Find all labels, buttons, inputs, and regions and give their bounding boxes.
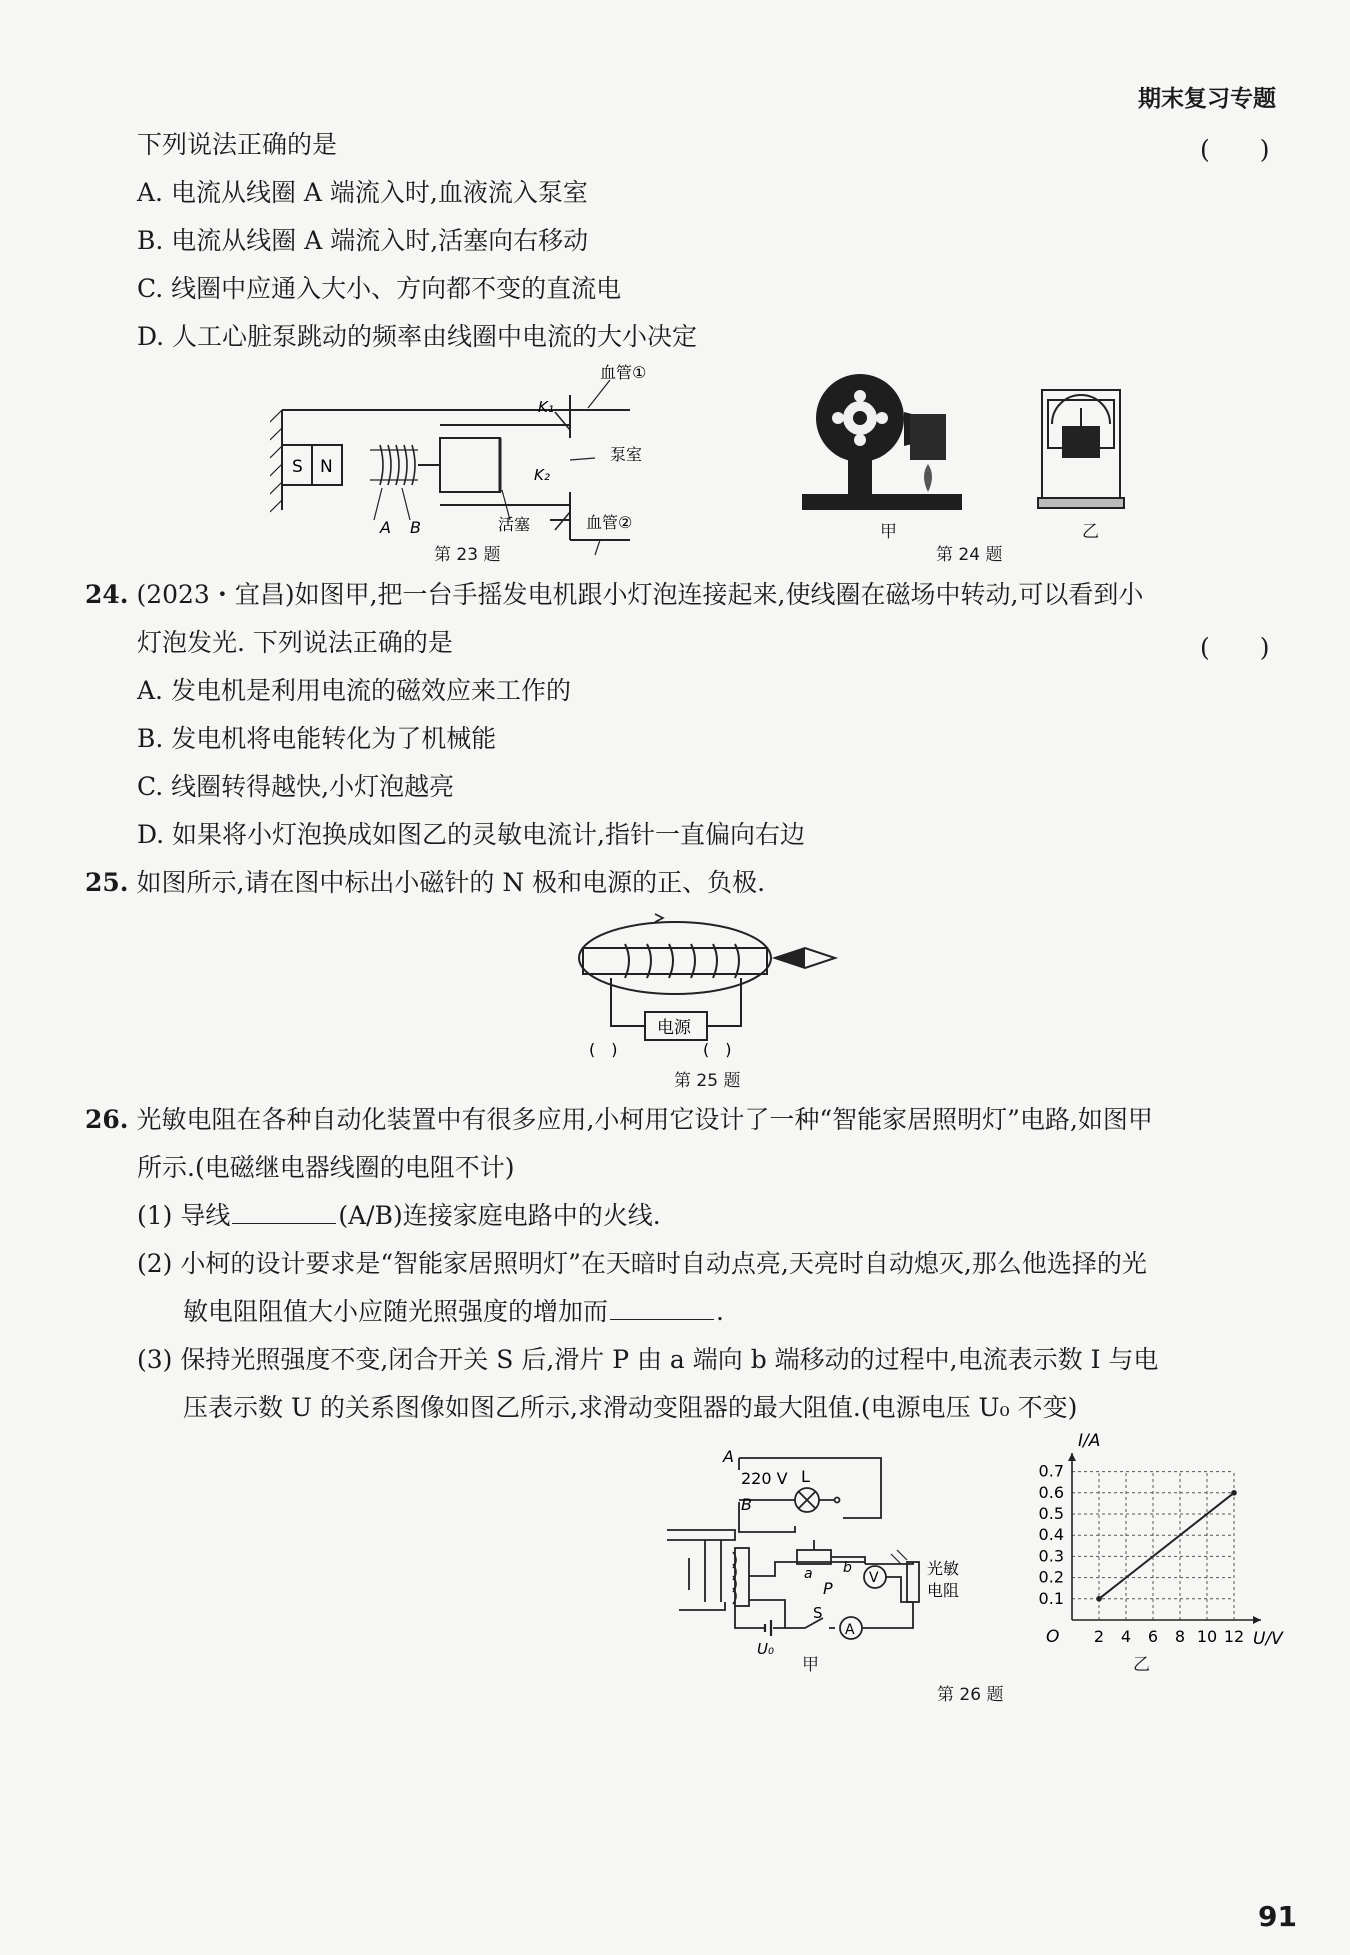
page-number: 91 bbox=[1258, 1900, 1297, 1933]
u0-label: U₀ bbox=[757, 1640, 774, 1658]
figure-24-jia: 甲 bbox=[880, 522, 897, 542]
data-point-0-0 bbox=[1096, 1596, 1102, 1602]
ldr-label-line2: 电阻 bbox=[927, 1581, 960, 1600]
figure-25-caption: 第 25 题 bbox=[674, 1071, 741, 1091]
q26-blank-2 bbox=[610, 1299, 714, 1320]
x-tick-label-6: 6 bbox=[1147, 1627, 1159, 1646]
slider-p-label: P bbox=[823, 1579, 833, 1598]
q23-stem: 下列说法正确的是 bbox=[137, 130, 338, 159]
x-tick-label-4: 4 bbox=[1120, 1627, 1132, 1646]
q24-option-b: B. 发电机将电能转化为了机械能 bbox=[137, 724, 497, 753]
q26-part3-line1: (3) 保持光照强度不变,闭合开关 S 后,滑片 P 由 a 端向 b 端移动的过程中,电流表示数 I 与电 bbox=[137, 1345, 1159, 1374]
figure-26-caption: 第 26 题 bbox=[937, 1685, 1004, 1705]
slider-b-label: b bbox=[843, 1560, 852, 1576]
q26-line2: 所示.(电磁继电器线圈的电阻不计) bbox=[137, 1153, 515, 1182]
circuit-220v-label: 220 V bbox=[741, 1469, 788, 1488]
ammeter-icon: A bbox=[845, 1622, 855, 1638]
x-tick-label-10: 10 bbox=[1196, 1627, 1218, 1646]
y-tick-label-0.6: 0.6 bbox=[1038, 1482, 1064, 1502]
figure-24-caption: 第 24 题 bbox=[936, 545, 1003, 565]
figure-26-iu-graph bbox=[1010, 1432, 1300, 1667]
q23-option-c: C. 线圈中应通入大小、方向都不变的直流电 bbox=[137, 274, 622, 303]
vessel-1-label: 血管① bbox=[600, 363, 647, 382]
y-tick-label-0.5: 0.5 bbox=[1038, 1504, 1064, 1523]
y-tick-label-0.3: 0.3 bbox=[1038, 1546, 1064, 1566]
figure-26-yi: 乙 bbox=[1133, 1655, 1150, 1675]
x-axis-arrow-icon bbox=[1253, 1616, 1261, 1624]
y-tick-label-0.1: 0.1 bbox=[1038, 1588, 1064, 1608]
q24-line2: 灯泡发光. 下列说法正确的是 bbox=[137, 628, 453, 657]
voltmeter-icon: V bbox=[869, 1570, 879, 1586]
lamp-l-label: L bbox=[801, 1467, 810, 1486]
x-axis-label: U/V bbox=[1253, 1629, 1283, 1649]
q26-part2-line1: (2) 小柯的设计要求是“智能家居照明灯”在天暗时自动点亮,天亮时自动熄灭,那么他选择的光 bbox=[137, 1249, 1147, 1278]
section-title: 期末复习专题 bbox=[1138, 86, 1276, 112]
switch-s-label: S bbox=[813, 1604, 823, 1622]
galvanometer-icon bbox=[1062, 426, 1100, 458]
circuit-b-label: B bbox=[741, 1495, 752, 1514]
origin-label: O bbox=[1046, 1627, 1060, 1647]
q25-text: 25. 如图所示,请在图中标出小磁针的 N 极和电源的正、负极. bbox=[85, 868, 766, 897]
q26-blank-1 bbox=[232, 1203, 336, 1224]
y-tick-label-0.7: 0.7 bbox=[1038, 1461, 1064, 1481]
y-axis-arrow-icon bbox=[1068, 1453, 1076, 1461]
valve-k2-label: K₂ bbox=[534, 466, 550, 484]
magnet-s-label: S bbox=[292, 457, 303, 477]
piston-label: 活塞 bbox=[498, 515, 531, 534]
power-left-pole-paren: ( ) bbox=[589, 1040, 618, 1058]
x-tick-label-8: 8 bbox=[1174, 1627, 1186, 1646]
circuit-a-label: A bbox=[723, 1447, 734, 1466]
q26-part1: (1) 导线 (A/B)连接家庭电路中的火线. bbox=[137, 1201, 661, 1230]
q23-answer-paren: ( ) bbox=[1200, 135, 1270, 164]
magnet-n-label: N bbox=[320, 457, 333, 477]
power-right-pole-paren: ( ) bbox=[703, 1040, 732, 1058]
figure-26-circuit bbox=[665, 1440, 985, 1660]
q23-option-d: D. 人工心脏泵跳动的频率由线圈中电流的大小决定 bbox=[137, 322, 698, 351]
y-tick-label-0.2: 0.2 bbox=[1038, 1567, 1064, 1587]
q24-option-c: C. 线圈转得越快,小灯泡越亮 bbox=[137, 772, 455, 801]
figure-26-jia: 甲 bbox=[802, 1655, 819, 1675]
q26-part3-line2: 压表示数 U 的关系图像如图乙所示,求滑动变阻器的最大阻值.(电源电压 U₀ 不变) bbox=[183, 1393, 1078, 1422]
q24-answer-paren: ( ) bbox=[1200, 633, 1270, 662]
figure-24-generator bbox=[798, 372, 1168, 537]
series-line-0 bbox=[1099, 1493, 1234, 1599]
q26-part2-line2: 敏电阻阻值大小应随光照强度的增加而 . bbox=[183, 1297, 724, 1326]
pump-chamber-label: 泵室 bbox=[610, 445, 643, 464]
figure-23-caption: 第 23 题 bbox=[434, 545, 501, 565]
figure-24-yi: 乙 bbox=[1082, 522, 1099, 542]
coil-b-label: B bbox=[410, 518, 421, 537]
q24-line1: 24. (2023・宜昌)如图甲,把一台手摇发电机跟小灯泡连接起来,使线圈在磁场中转动,可以看到小 bbox=[85, 580, 1144, 609]
y-tick-label-0.4: 0.4 bbox=[1038, 1525, 1064, 1545]
power-source-label: 电源 bbox=[657, 1018, 691, 1038]
coil-a-label: A bbox=[380, 518, 391, 537]
x-tick-label-12: 12 bbox=[1223, 1627, 1245, 1646]
q23-option-b: B. 电流从线圈 A 端流入时,活塞向右移动 bbox=[137, 226, 589, 255]
q24-option-d: D. 如果将小灯泡换成如图乙的灵敏电流计,指针一直偏向右边 bbox=[137, 820, 805, 849]
vessel-2-label: 血管② bbox=[586, 513, 633, 532]
q24-option-a: A. 发电机是利用电流的磁效应来工作的 bbox=[137, 676, 571, 705]
y-axis-label: I/A bbox=[1078, 1432, 1101, 1451]
data-point-0-1 bbox=[1231, 1490, 1237, 1496]
x-tick-label-2: 2 bbox=[1093, 1627, 1105, 1646]
slider-a-label: a bbox=[804, 1566, 813, 1582]
q23-option-a: A. 电流从线圈 A 端流入时,血液流入泵室 bbox=[137, 178, 588, 207]
q26-line1: 26. 光敏电阻在各种自动化装置中有很多应用,小柯用它设计了一种“智能家居照明灯”电路,如图甲 bbox=[85, 1105, 1153, 1134]
figure-23-heart-pump bbox=[270, 360, 690, 570]
ldr-label-line1: 光敏 bbox=[927, 1559, 960, 1578]
valve-k1-label: K₁ bbox=[538, 398, 554, 416]
figure-25-solenoid bbox=[575, 908, 845, 1058]
